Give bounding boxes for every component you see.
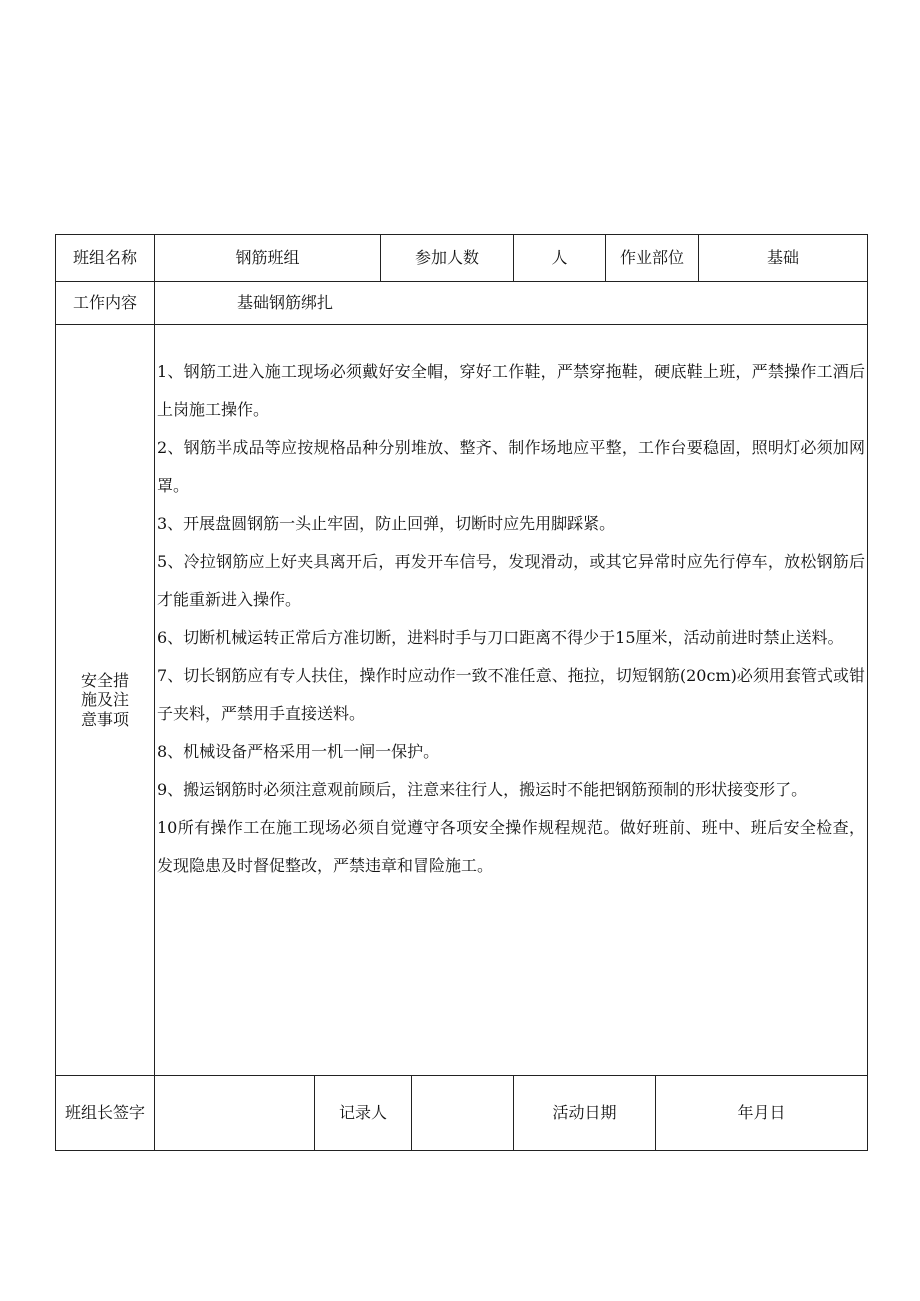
safety-item: 8、机械设备严格采用一机一闸一保护。 (157, 742, 440, 761)
participants-value: 人 (514, 235, 606, 282)
team-name-label: 班组名称 (56, 235, 155, 282)
activity-date-label: 活动日期 (514, 1076, 656, 1150)
safety-item: 1、钢筋工进入施工现场必须戴好安全帽，穿好工作鞋，严禁穿拖鞋，硬底鞋上班，严禁操作工酒后上岗施工操作。 (157, 362, 866, 419)
leader-sign-value (155, 1076, 315, 1150)
safety-briefing-form (55, 234, 868, 1151)
footer-row (56, 1076, 868, 1151)
safety-item: 10所有操作工在施工现场必须自觉遵守各项安全操作规程规范。做好班前、班中、班后安全检查，发现隐患及时督促整改，严禁违章和冒险施工。 (157, 818, 866, 875)
work-content-row (56, 282, 868, 325)
recorder-value (412, 1076, 514, 1150)
team-name-value: 钢筋班组 (155, 235, 381, 282)
work-content-value: 基础钢筋绑扎 (155, 282, 868, 325)
work-content-label: 工作内容 (56, 282, 155, 325)
safety-item: 9、搬运钢筋时必须注意观前顾后，注意来往行人，搬运时不能把钢筋预制的形状接变形了。 (157, 780, 808, 799)
safety-item: 5、冷拉钢筋应上好夹具离开后，再发开车信号，发现滑动，或其它异常时应先行停车，放松钢筋后才能重新进入操作。 (157, 552, 866, 609)
safety-measures-content (155, 325, 868, 1076)
safety-item: 3、开展盘圆钢筋一头止牢固，防止回弹，切断时应先用脚踩紧。 (157, 514, 616, 533)
recorder-label: 记录人 (315, 1076, 412, 1150)
work-area-cell (606, 235, 868, 282)
leader-sign-label: 班组长签字 (56, 1076, 155, 1151)
participants-label: 参加人数 (381, 235, 514, 282)
safety-item: 6、切断机械运转正常后方准切断，进料时手与刀口距离不得少于15厘米，活动前进时禁止送料。 (157, 628, 844, 647)
header-row (56, 235, 868, 282)
safety-label-line: 安全措 (80, 671, 129, 691)
safety-label-line: 意事项 (80, 709, 129, 729)
safety-label-line: 施及注 (80, 690, 129, 710)
safety-row (56, 325, 868, 1076)
work-area-value: 基础 (767, 248, 800, 268)
safety-item: 7、切长钢筋应有专人扶住，操作时应动作一致不准任意、拖拉，切短钢筋(20cm)必须用套管式或钳子夹料，严禁用手直接送料。 (157, 666, 866, 723)
safety-item: 2、钢筋半成品等应按规格品种分别堆放、整齐、制作场地应平整，工作台要稳固，照明灯必须加网罩。 (157, 438, 866, 495)
footer-cells (155, 1076, 868, 1151)
activity-date-value: 年月日 (737, 1103, 786, 1123)
work-area-label: 作业部位 (606, 235, 699, 281)
safety-measures-label (56, 325, 155, 1076)
